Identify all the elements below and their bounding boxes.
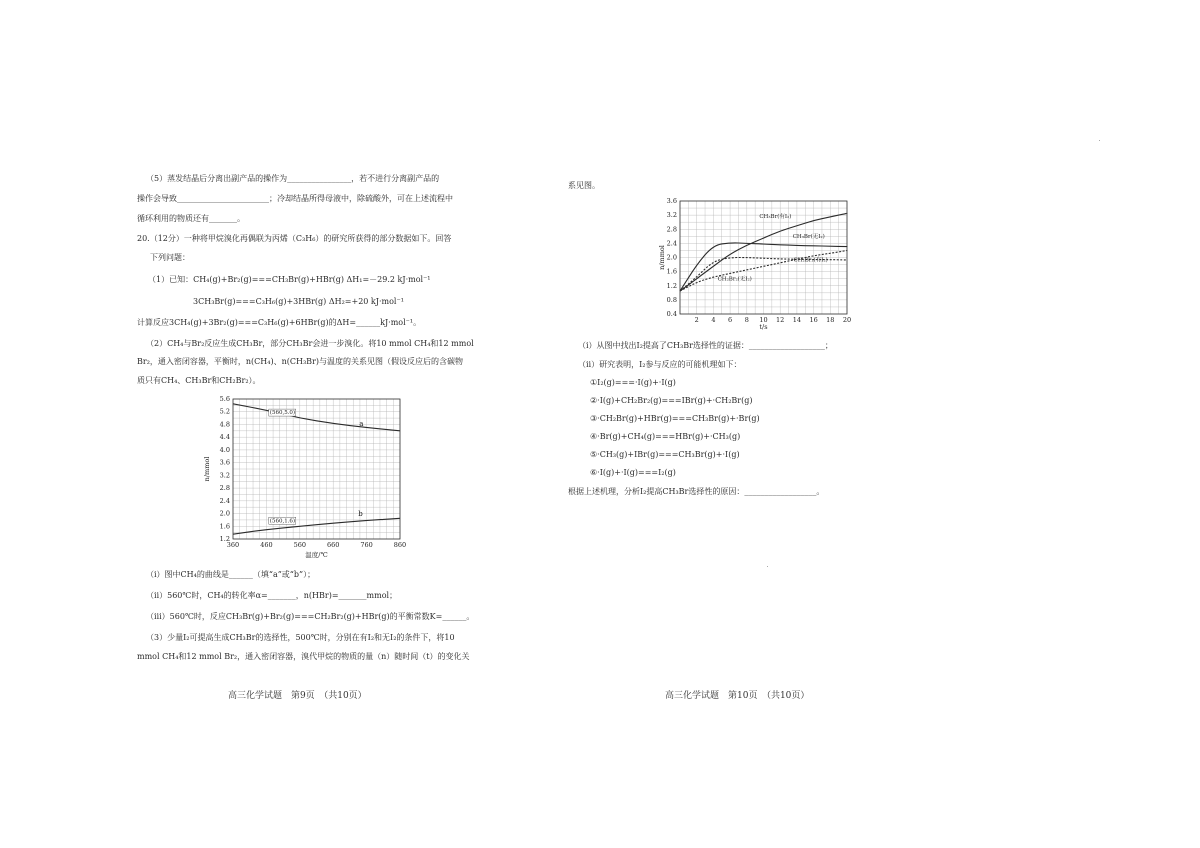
y-tick-label: 3.6 [219,458,230,467]
y-tick-label: 5.2 [219,407,230,416]
x-tick-label: 18 [826,316,835,324]
question-20-heading: 20.（12分）一种将甲烷溴化再偶联为丙烯（C₃H₆）的研究所获得的部分数据如下。回答 [137,234,452,243]
y-tick-label: 5.6 [219,395,230,403]
y-tick-label: 2.0 [666,253,677,262]
x-axis-label: t/s [759,323,768,331]
equation-line: 3CH₃Br(g)===C₃H₆(g)+3HBr(g) ΔH₂=+20 kJ·mol⁻¹ [193,297,404,306]
y-tick-label: 1.6 [219,522,230,531]
x-axis-label: 温度/℃ [305,551,328,559]
text-line: 系见图。 [568,181,600,190]
mechanism-step: ⑤·CH₃(g)+IBr(g)===CH₃Br(g)+·I(g) [590,450,740,459]
text-line: 质只有CH₄、CH₃Br和CH₂Br₂）。 [137,376,261,385]
equation-line: （1）已知：CH₄(g)+Br₂(g)===CH₃Br(g)+HBr(g) ΔH₁=－29.2 kJ·mol⁻¹ [148,275,431,284]
y-tick-label: 2.0 [219,509,230,518]
exam-page-9 [0,0,560,848]
x-tick-label: 6 [728,316,733,324]
text-line: 操作会导致_______________________；冷却结晶所得母液中，除硫酸外，可在上述流程中 [137,194,453,203]
mechanism-step: ③·CH₂Br(g)+HBr(g)===CH₃Br(g)+·Br(g) [590,414,760,423]
x-tick-label: 660 [326,541,340,549]
x-tick-label: 12 [776,316,785,324]
x-tick-label: 860 [393,541,407,549]
x-tick-label: 2 [694,316,699,324]
text-line: （ⅰ）从图中找出I₂提高了CH₃Br选择性的证据：___________________； [578,341,833,350]
y-tick-label: 0.4 [666,310,677,318]
y-tick-label: 4.8 [219,420,230,429]
text-line: 计算反应3CH₄(g)+3Br₂(g)===C₃H₆(g)+6HBr(g)的ΔH=______kJ·mol⁻¹。 [137,318,422,327]
text-line: 循环利用的物质还有_______。 [137,214,245,223]
y-tick-label: 3.6 [666,197,677,205]
text-line: （3）少量I₂可提高生成CH₃Br的选择性，500℃时，分别在有I₂和无I₂的条件下，将10 [146,633,455,642]
y-tick-label: 3.2 [666,211,677,220]
scan-speck [1099,140,1100,141]
exam-page-10 [560,0,1200,848]
text-line: mmol CH₄和12 mmol Br₂，通入密闭容器，溴代甲烷的物质的量（n）随时间（t）的变化关 [137,652,470,661]
mechanism-step: ④·Br(g)+CH₄(g)===HBr(g)+·CH₃(g) [590,432,741,441]
text-line: Br₂，通入密闭容器，平衡时，n(CH₄)、n(CH₃Br)与温度的关系见图（假设反应后的含碳物 [137,357,464,366]
x-tick-label: 460 [260,541,273,549]
series-label: CH₃Br(无I₂) [792,234,825,241]
text-line: 根据上述机理，分析I₂提高CH₃Br选择性的原因：__________________。 [568,487,825,496]
text-line: （ⅲ）560℃时，反应CH₃Br(g)+Br₂(g)===CH₂Br₂(g)+HBr(g)的平衡常数K=______。 [146,612,475,621]
time-chart [660,195,850,335]
series-label: CH₂Br₂(无I₂) [717,276,752,283]
y-tick-label: 1.2 [219,535,230,543]
y-tick-label: 2.8 [219,484,230,493]
series-line [233,404,400,431]
x-tick-label: 8 [744,316,749,324]
x-tick-label: 14 [792,316,802,324]
series-label: CH₂Br₂(有I₂) [793,257,828,264]
x-tick-label: 760 [360,541,373,549]
y-tick-label: 2.4 [219,496,230,505]
annotation-label: (560,5.0) [269,410,296,417]
x-tick-label: 10 [759,316,768,324]
text-line: （2）CH₄与Br₂反应生成CH₃Br，部分CH₃Br会进一步溴化。将10 mmol CH₄和12 mmol [146,339,474,348]
page-footer: 高三化学试题 第10页 （共10页） [665,691,810,701]
series-label: b [358,510,363,519]
y-tick-label: 4.4 [219,433,230,442]
x-tick-label: 360 [226,541,240,549]
text-line: （ⅰ）图中CH₄的曲线是______（填“a”或“b”）； [146,570,316,579]
scan-speck [767,566,768,567]
series-label: a [359,420,364,429]
y-tick-label: 2.8 [666,225,677,234]
text-line: 下列问题： [150,253,190,262]
y-tick-label: 4.0 [219,445,230,454]
x-tick-label: 20 [842,316,852,324]
y-axis-label: n/mmol [658,245,666,270]
y-tick-label: 1.2 [666,281,677,290]
x-tick-label: 560 [293,541,307,549]
x-tick-label: 16 [809,316,818,324]
temperature-chart-svg [200,392,415,567]
y-tick-label: 0.8 [666,295,677,304]
text-line: （ⅱ）研究表明，I₂参与反应的可能机理如下： [578,360,742,369]
temperature-chart [200,392,415,567]
x-tick-label: 4 [711,316,716,324]
series-label: CH₃Br(有I₂) [759,213,792,220]
mechanism-step: ①I₂(g)===·I(g)+·I(g) [590,378,676,387]
text-line: （5）蒸发结晶后分离出副产品的操作为________________，若不进行分离副产品的 [146,174,440,183]
time-chart-svg [660,195,850,335]
page-footer: 高三化学试题 第9页 （共10页） [228,691,367,701]
annotation-label: (560,1.6) [269,518,296,525]
y-tick-label: 3.2 [219,471,230,480]
y-axis-label: n/mmol [203,456,211,482]
text-line: （ⅱ）560℃时，CH₄的转化率α=_______，n(HBr)=_______mmol； [146,591,398,600]
y-tick-label: 1.6 [666,267,677,276]
y-tick-label: 2.4 [666,239,677,248]
mechanism-step: ②·I(g)+CH₂Br₂(g)===IBr(g)+·CH₂Br(g) [590,396,753,405]
mechanism-step: ⑥·I(g)+·I(g)===I₂(g) [590,468,676,477]
